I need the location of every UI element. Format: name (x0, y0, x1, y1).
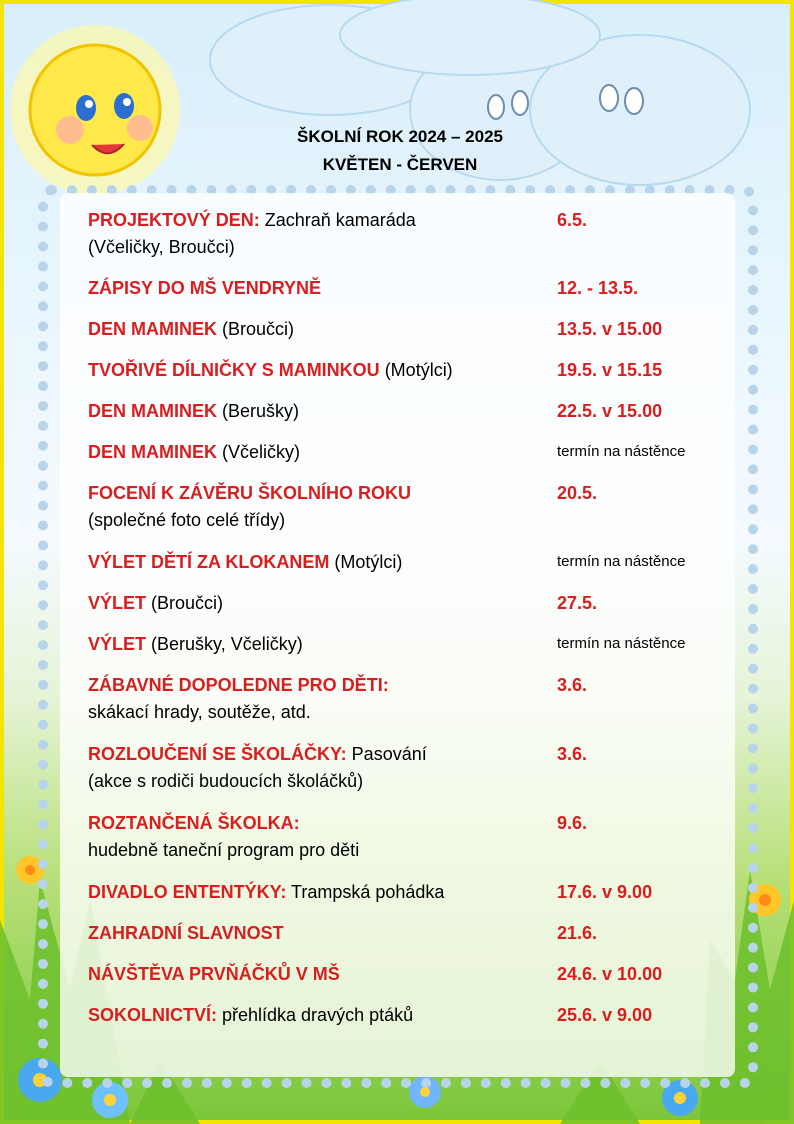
event-name: ROZTANČENÁ ŠKOLKA: (88, 813, 300, 833)
event-date: 13.5. v 15.00 (557, 319, 663, 339)
event-detail: (Motýlci) (379, 360, 453, 380)
event-detail: Zachraň kamaráda (259, 210, 416, 230)
event-title (88, 589, 728, 617)
event-name: TVOŘIVÉ DÍLNIČKY S MAMINKOU (88, 360, 380, 380)
event-detail: přehlídka dravých ptáků (217, 1005, 414, 1025)
event-name: DIVADLO ENTENTÝKY: (88, 882, 287, 902)
event-detail: (Berušky) (217, 401, 300, 421)
event-detail: (Včeličky) (217, 442, 301, 462)
event-detail: Trampská pohádka (286, 882, 445, 902)
event-name: NÁVŠTĚVA PRVŇÁČKŮ V MŠ (88, 964, 340, 984)
event-row (88, 397, 728, 425)
event-note: (akce s rodiči budoucích školáčků) (88, 771, 364, 791)
event-name: DEN MAMINEK (88, 401, 217, 421)
event-date: 6.5. (557, 210, 588, 230)
event-date: 3.6. (557, 744, 588, 764)
event-date: 22.5. v 15.00 (557, 401, 663, 421)
event-row (88, 438, 728, 466)
event-date: termín na nástěnce (557, 635, 686, 652)
event-date: 12. - 13.5. (557, 278, 639, 298)
event-row (88, 671, 728, 725)
event-name: VÝLET DĚTÍ ZA KLOKANEM (88, 552, 330, 572)
event-detail: Pasování (346, 744, 427, 764)
event-name: SOKOLNICTVÍ: (88, 1005, 217, 1025)
event-detail: (Broučci) (146, 593, 224, 613)
event-title (88, 919, 728, 947)
event-row (88, 919, 728, 947)
event-date: 25.6. v 9.00 (557, 1005, 653, 1025)
event-date: termín na nástěnce (557, 553, 686, 570)
page-subtitle: KVĚTEN - ČERVEN (322, 155, 478, 174)
event-note: (Včeličky, Broučci) (88, 237, 235, 257)
event-date: 20.5. (557, 483, 598, 503)
event-note: (společné foto celé třídy) (88, 510, 286, 530)
page-title: ŠKOLNÍ ROK 2024 – 2025 (297, 127, 503, 146)
event-name: ZÁBAVNÉ DOPOLEDNE PRO DĚTI: (88, 675, 389, 695)
event-row (88, 479, 728, 533)
event-row (88, 315, 728, 343)
event-detail: (Broučci) (217, 319, 295, 339)
event-title (88, 206, 728, 234)
event-date: 17.6. v 9.00 (557, 882, 653, 902)
event-row (88, 740, 728, 794)
event-date: 27.5. (557, 593, 598, 613)
event-name: PROJEKTOVÝ DEN: (88, 210, 260, 230)
event-name: ZÁPISY DO MŠ VENDRYNĚ (88, 278, 322, 298)
event-note: hudebně taneční program pro děti (88, 840, 360, 860)
event-title (88, 671, 728, 699)
sun-icon (10, 25, 180, 195)
event-name: VÝLET (88, 593, 147, 613)
event-row (88, 630, 728, 658)
event-date: 24.6. v 10.00 (557, 964, 663, 984)
event-row (88, 548, 728, 576)
event-title (88, 809, 728, 837)
event-row (88, 878, 728, 906)
event-date: 3.6. (557, 675, 588, 695)
event-row (88, 356, 728, 384)
event-name: ROZLOUČENÍ SE ŠKOLÁČKY: (88, 744, 347, 764)
event-name: FOCENÍ K ZÁVĚRU ŠKOLNÍHO ROKU (88, 483, 412, 503)
event-row (88, 960, 728, 988)
event-row (88, 1001, 728, 1029)
event-row (88, 589, 728, 617)
event-detail: (Berušky, Včeličky) (146, 634, 303, 654)
event-name: DEN MAMINEK (88, 319, 217, 339)
event-date: 19.5. v 15.15 (557, 360, 663, 380)
event-detail: (Motýlci) (329, 552, 403, 572)
event-note: skákací hrady, soutěže, atd. (88, 702, 311, 722)
event-name: ZAHRADNÍ SLAVNOST (88, 923, 284, 943)
event-title (88, 479, 728, 507)
event-row (88, 274, 728, 302)
event-title (88, 740, 728, 768)
event-name: DEN MAMINEK (88, 442, 217, 462)
event-date: termín na nástěnce (557, 443, 686, 460)
event-row (88, 206, 728, 260)
event-name: VÝLET (88, 634, 147, 654)
event-row (88, 809, 728, 863)
event-date: 21.6. (557, 923, 598, 943)
event-date: 9.6. (557, 813, 588, 833)
